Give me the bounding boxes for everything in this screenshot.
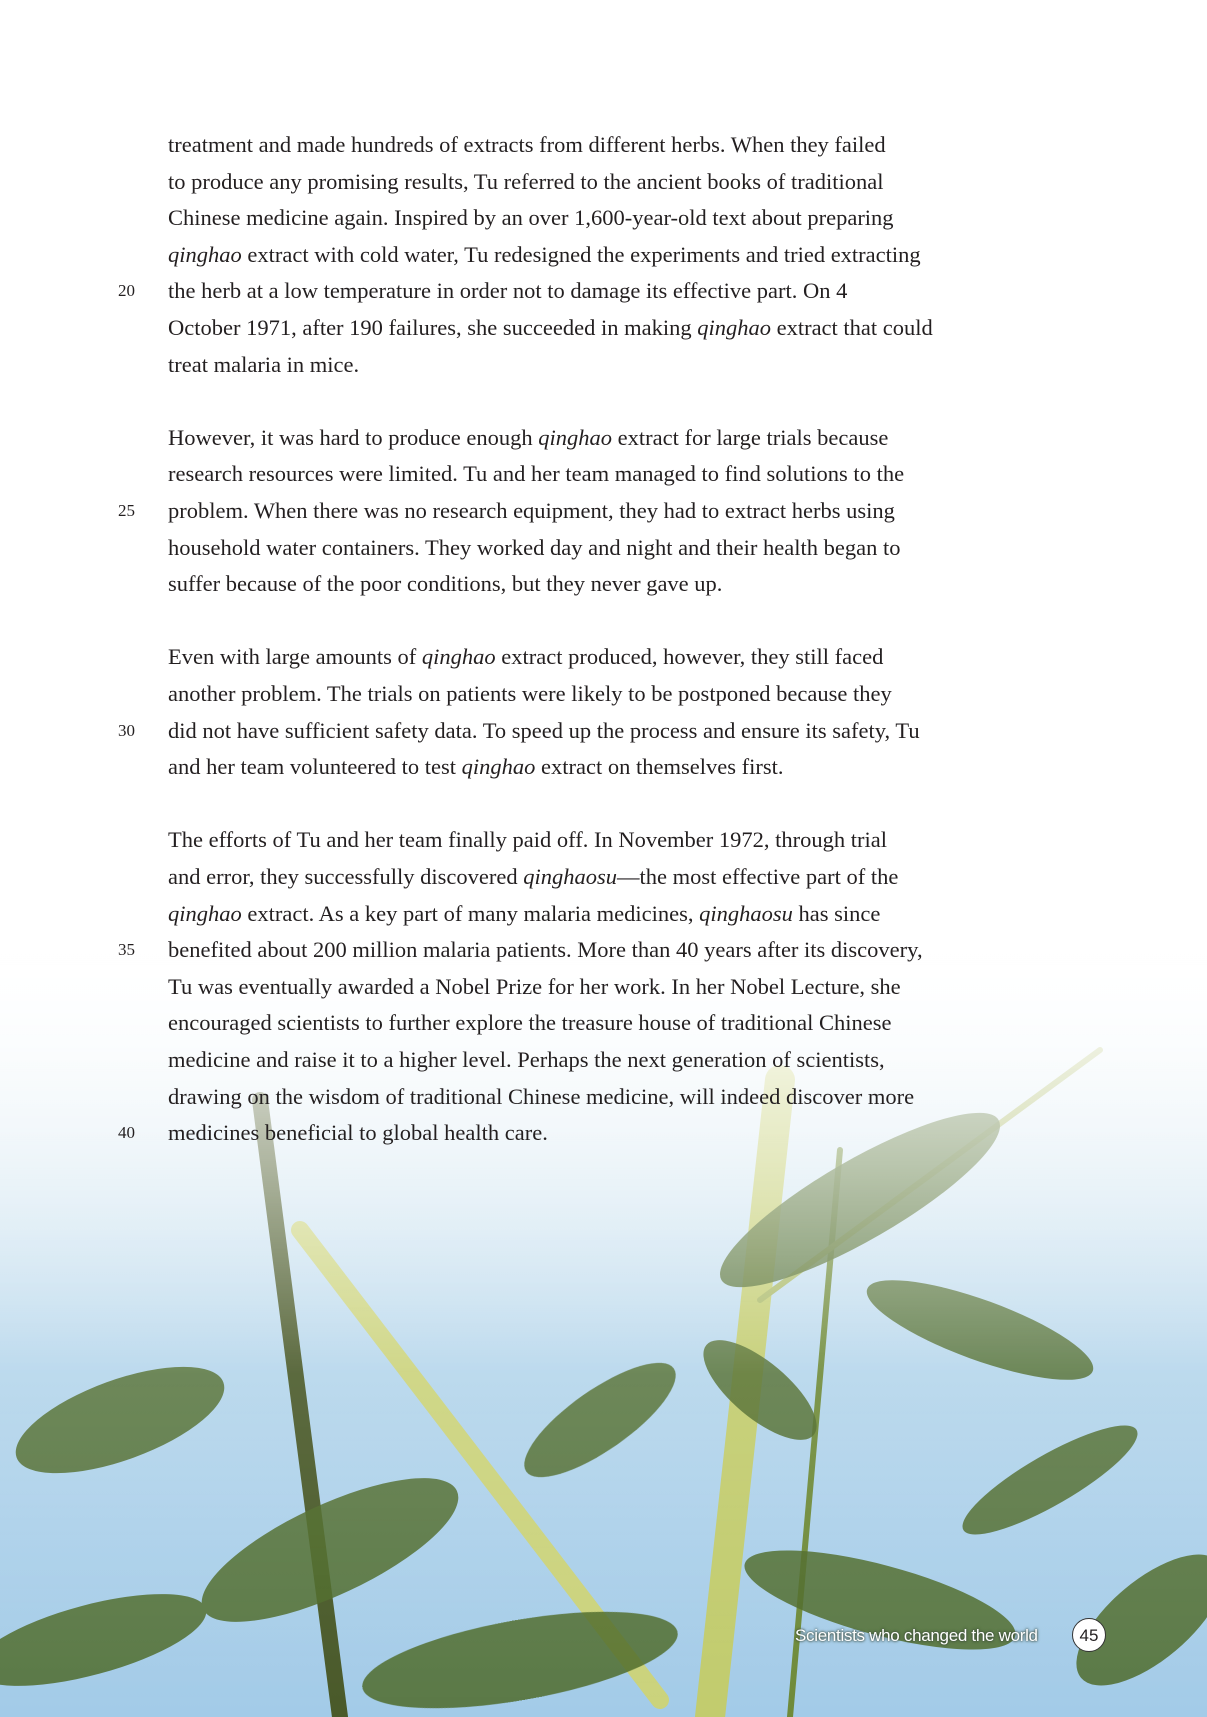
text-line <box>168 235 921 275</box>
text-segment: medicines beneficial to global health care. <box>168 1120 548 1145</box>
text-segment: encouraged scientists to further explore the treasure house of traditional Chinese <box>168 1010 892 1035</box>
text-line <box>168 637 883 677</box>
text-segment: household water containers. They worked day and night and their health began to <box>168 535 901 560</box>
text-line <box>168 491 895 531</box>
line-number: 20 <box>118 281 135 300</box>
text-segment: another problem. The trials on patients were likely to be postponed because they <box>168 681 892 706</box>
text-segment: has since <box>792 901 881 926</box>
text-segment: Even with large amounts of <box>168 644 422 669</box>
italic-term: qinghao <box>538 425 613 450</box>
text-segment: extract that could <box>770 315 933 340</box>
text-segment: to produce any promising results, Tu referred to the ancient books of traditional <box>168 169 884 194</box>
text-segment: —the most effective part of the <box>617 864 899 889</box>
text-segment: October 1971, after 190 failures, she succeeded in making <box>168 315 698 340</box>
text-line <box>168 711 920 751</box>
text-segment: extract on themselves first. <box>535 754 784 779</box>
italic-term: qinghao <box>697 315 771 340</box>
text-segment: extract produced, however, they still faced <box>495 644 884 669</box>
line-number: 25 <box>118 501 135 520</box>
text-segment: suffer because of the poor conditions, but they never gave up. <box>168 571 723 596</box>
line-number: 30 <box>118 721 135 740</box>
text-line <box>168 930 923 970</box>
text-line <box>168 1077 914 1117</box>
text-segment: The efforts of Tu and her team finally paid off. In November 1972, through trial <box>168 827 888 852</box>
text-line <box>168 1003 892 1043</box>
line-number: 35 <box>118 940 135 959</box>
text-line <box>168 967 901 1007</box>
text-segment: However, it was hard to produce enough <box>168 425 539 450</box>
text-line <box>168 418 888 458</box>
text-segment: extract. As a key part of many malaria medicines, <box>241 901 700 926</box>
text-segment: extract for large trials because <box>612 425 889 450</box>
text-line <box>168 271 847 311</box>
text-line <box>168 564 722 604</box>
italic-term: qinghaosu <box>699 901 793 926</box>
text-line <box>168 162 883 202</box>
text-segment: Tu was eventually awarded a Nobel Prize for her work. In her Nobel Lecture, she <box>168 974 901 999</box>
text-line <box>168 747 783 787</box>
text-line <box>168 528 901 568</box>
text-segment: the herb at a low temperature in order not to damage its effective part. On 4 <box>168 278 848 303</box>
text-segment: did not have sufficient safety data. To speed up the process and ensure its safety, Tu <box>168 718 920 743</box>
italic-term: qinghao <box>168 901 242 926</box>
text-segment: medicine and raise it to a higher level. Perhaps the next generation of scientists, <box>168 1047 885 1072</box>
text-segment: treat malaria in mice. <box>168 352 360 377</box>
text-line <box>168 1040 885 1080</box>
italic-term: qinghao <box>421 644 496 669</box>
text-segment: treatment and made hundreds of extracts from different herbs. When they failed <box>168 132 886 157</box>
text-segment: and error, they successfully discovered <box>168 864 524 889</box>
text-line <box>168 198 894 238</box>
text-line <box>168 308 933 348</box>
text-segment: drawing on the wisdom of traditional Chinese medicine, will indeed discover more <box>168 1084 915 1109</box>
text-line <box>168 125 886 165</box>
text-segment: benefited about 200 million malaria patients. More than 40 years after its discovery, <box>168 937 923 962</box>
text-line <box>168 1113 548 1153</box>
text-segment: and her team volunteered to test <box>168 754 462 779</box>
text-line <box>168 345 359 385</box>
text-line <box>168 857 898 897</box>
page-number: 45 <box>1072 1618 1106 1652</box>
italic-term: qinghao <box>168 242 242 267</box>
footer-book-title: Scientists who changed the world <box>795 1626 1038 1645</box>
text-segment: problem. When there was no research equipment, they had to extract herbs using <box>168 498 895 523</box>
text-segment: extract with cold water, Tu redesigned the experiments and tried extracting <box>241 242 921 267</box>
text-segment: research resources were limited. Tu and her team managed to find solutions to the <box>168 461 905 486</box>
text-line <box>168 820 887 860</box>
text-line <box>168 894 880 934</box>
line-number: 40 <box>118 1123 135 1142</box>
italic-term: qinghao <box>461 754 536 779</box>
italic-term: qinghaosu <box>523 864 617 889</box>
text-line <box>168 674 892 714</box>
text-segment: Chinese medicine again. Inspired by an over 1,600-year-old text about preparing <box>168 205 894 230</box>
text-line <box>168 454 904 494</box>
